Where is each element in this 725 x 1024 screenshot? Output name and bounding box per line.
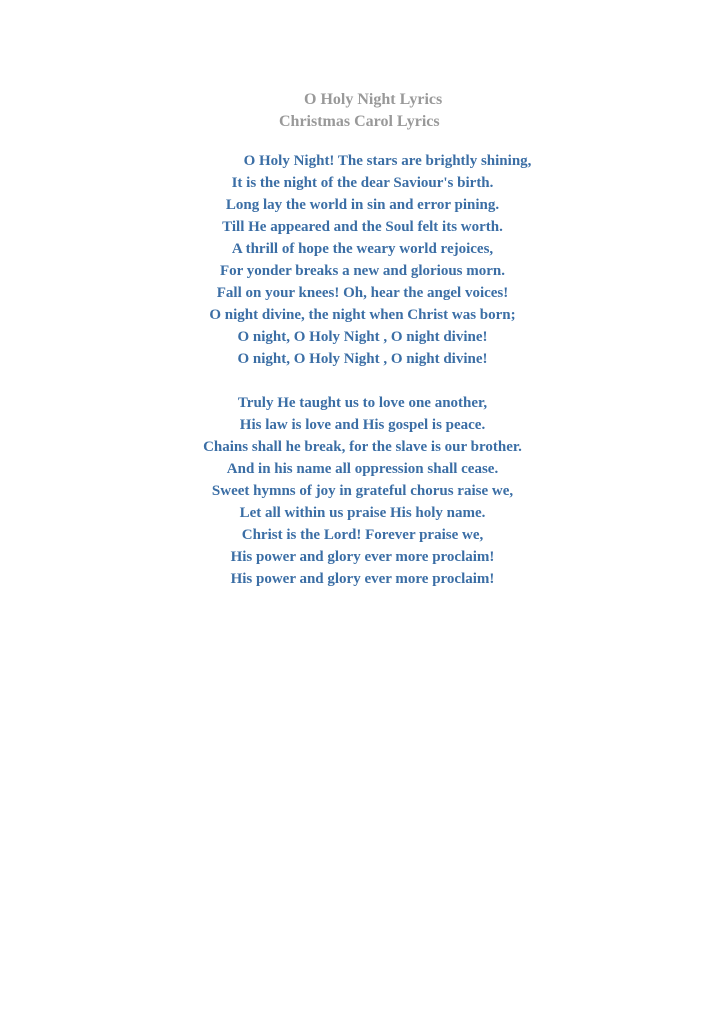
- verse-1: [0, 150, 725, 370]
- document-header: [0, 89, 725, 133]
- lyric-line: For yonder breaks a new and glorious morn.: [219, 263, 506, 279]
- lyric-line: Chains shall he break, for the slave is our brother.: [203, 439, 522, 455]
- page-title: O Holy Night Lyrics: [304, 91, 443, 108]
- lyric-line: His law is love and His gospel is peace.: [239, 417, 486, 433]
- lyric-line: And in his name all oppression shall cease.: [226, 461, 499, 477]
- verse-2: [0, 392, 725, 590]
- lyric-line: Christ is the Lord! Forever praise we,: [241, 527, 484, 543]
- lyric-line: His power and glory ever more proclaim!: [230, 549, 495, 565]
- lyric-line: His power and glory ever more proclaim!: [230, 571, 495, 587]
- lyric-line: Truly He taught us to love one another,: [237, 395, 488, 411]
- page-subtitle: Christmas Carol Lyrics: [279, 113, 440, 130]
- lyric-line: A thrill of hope the weary world rejoices,: [231, 241, 494, 257]
- lyric-line: Till He appeared and the Soul felt its worth.: [222, 219, 503, 235]
- lyric-line: Let all within us praise His holy name.: [239, 505, 486, 521]
- lyric-line: Sweet hymns of joy in grateful chorus raise we,: [211, 483, 514, 499]
- lyric-line: O night, O Holy Night , O night divine!: [237, 329, 488, 345]
- lyric-line: Fall on your knees! Oh, hear the angel voices!: [216, 285, 509, 301]
- lyric-line: It is the night of the dear Saviour's birth.: [231, 175, 494, 191]
- lyric-line: O night divine, the night when Christ was born;: [209, 307, 516, 323]
- lyrics-body: [0, 150, 725, 590]
- lyric-line: O Holy Night! The stars are brightly shining,: [243, 153, 532, 169]
- lyric-line: Long lay the world in sin and error pining.: [225, 197, 500, 213]
- lyric-line: O night, O Holy Night , O night divine!: [237, 351, 488, 367]
